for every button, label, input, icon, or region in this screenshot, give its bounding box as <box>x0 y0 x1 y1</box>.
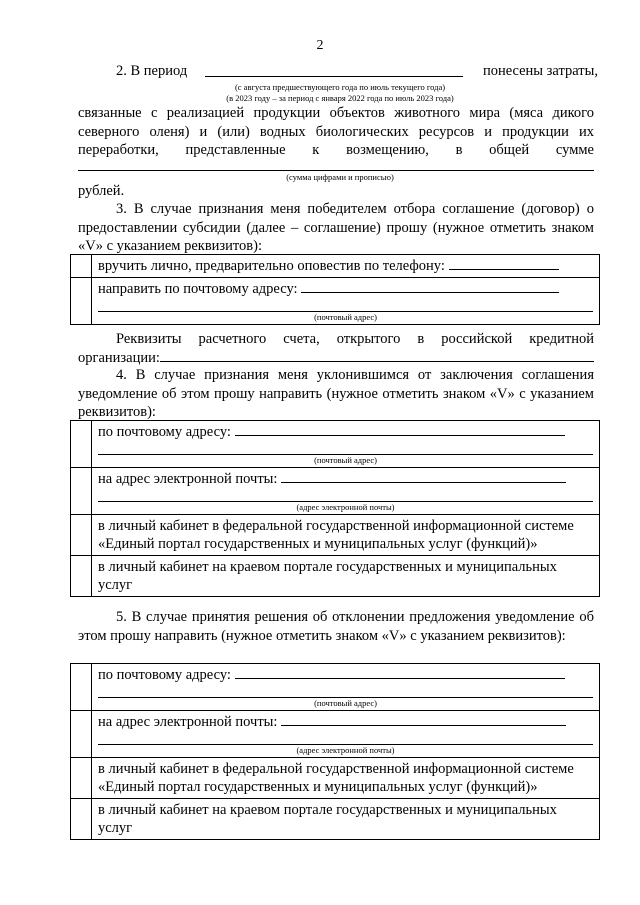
period-hint-1: (с августа предшествующего года по июль текущего года) <box>234 82 446 92</box>
checkbox-cell[interactable] <box>71 711 92 758</box>
section2-body: связанные с реализацией продукции объектов животного мира (мяса дикого северного оленя) и (или) водных биологических ресурсов и продукции их переработки, представленные к возмещению, в общей сумме <box>78 105 594 158</box>
email-hint: (адрес электронной почты) <box>296 745 395 755</box>
section3-text: 3. В случае признания меня победителем отбора соглашение (договор) о предоставлении субсидии (далее – соглашение) прошу (нужное отметить знаком «V» с указанием реквизитов): <box>78 201 594 254</box>
option-cell <box>92 468 600 515</box>
email-field[interactable] <box>281 725 566 726</box>
option-cell <box>92 421 600 468</box>
section5-option-row <box>71 664 600 711</box>
option-cell <box>92 664 600 711</box>
option-regional-portal-label: в личный кабинет на краевом портале государственных и муниципальных услуг <box>92 556 600 597</box>
option-cell <box>92 711 600 758</box>
option-personal-label: вручить лично, предварительно оповестив по телефону: <box>98 258 445 274</box>
email-hint: (адрес электронной почты) <box>296 502 395 512</box>
checkbox-cell[interactable] <box>71 799 92 840</box>
option-epgu-label: в личный кабинет в федеральной государственной информационной системе «Единый портал государственных и муниципальных услуг (функций)» <box>92 758 600 799</box>
section4-text: 4. В случае признания меня уклонившимся от заключения соглашения уведомление об этом прошу направить (нужное отметить знаком «V» с указанием реквизитов): <box>78 367 594 420</box>
period-field[interactable] <box>205 76 463 77</box>
postal-hint: (почтовый адрес) <box>314 698 377 708</box>
email-field-line2[interactable] <box>98 731 593 745</box>
option-email-label: на адрес электронной почты: <box>98 471 278 487</box>
option-regional-portal-label: в личный кабинет на краевом портале государственных и муниципальных услуг <box>92 799 600 840</box>
checkbox-cell[interactable] <box>71 515 92 556</box>
phone-field[interactable] <box>449 269 559 270</box>
bank-text: Реквизиты расчетного счета, открытого в российской кредитной организации: <box>78 331 594 366</box>
option-postal-label: направить по почтовому адресу: <box>98 281 298 297</box>
option-cell <box>92 278 600 325</box>
rubles-label: рублей. <box>78 183 125 199</box>
section4-option-row <box>71 515 600 556</box>
postal-hint: (почтовый адрес) <box>314 455 377 465</box>
sum-hint: (сумма цифрами и прописью) <box>286 172 394 182</box>
section3-option-row <box>71 255 600 278</box>
checkbox-cell[interactable] <box>71 255 92 278</box>
section2-lead: 2. В период <box>116 63 188 79</box>
sum-field[interactable] <box>78 170 594 171</box>
option-email-label: на адрес электронной почты: <box>98 714 278 730</box>
option-cell <box>92 255 600 278</box>
postal-field[interactable] <box>235 435 565 436</box>
postal-field[interactable] <box>235 678 565 679</box>
option-postal-label: по почтовому адресу: <box>98 667 231 683</box>
checkbox-cell[interactable] <box>71 278 92 325</box>
postal-field[interactable] <box>301 292 559 293</box>
section4-options-table <box>70 420 600 597</box>
section2-tail: понесены затраты, <box>482 63 598 79</box>
email-field[interactable] <box>281 482 566 483</box>
checkbox-cell[interactable] <box>71 664 92 711</box>
postal-hint: (почтовый адрес) <box>314 312 377 322</box>
section5-option-row <box>71 799 600 840</box>
period-hint-2: (в 2023 году – за период с января 2022 года по июль 2023 года) <box>226 93 454 103</box>
postal-field-line2[interactable] <box>98 441 593 455</box>
option-epgu-label: в личный кабинет в федеральной государственной информационной системе «Единый портал государственных и муниципальных услуг (функций)» <box>92 515 600 556</box>
section3-option-row <box>71 278 600 325</box>
section4-option-row <box>71 556 600 597</box>
section4-option-row <box>71 421 600 468</box>
postal-field-line2[interactable] <box>98 684 593 698</box>
section5-option-row <box>71 758 600 799</box>
checkbox-cell[interactable] <box>71 556 92 597</box>
bank-account-field[interactable] <box>160 361 594 362</box>
email-field-line2[interactable] <box>98 488 593 502</box>
checkbox-cell[interactable] <box>71 421 92 468</box>
checkbox-cell[interactable] <box>71 758 92 799</box>
page-number: 2 <box>316 38 324 53</box>
option-postal-label: по почтовому адресу: <box>98 424 231 440</box>
postal-field-line2[interactable] <box>98 298 593 312</box>
section4-option-row <box>71 468 600 515</box>
checkbox-cell[interactable] <box>71 468 92 515</box>
section3-options-table <box>70 254 600 325</box>
section5-text: 5. В случае принятия решения об отклонении предложения уведомление об этом прошу направить (нужное отметить знаком «V» с указанием реквизитов): <box>78 609 594 644</box>
section5-options-table <box>70 663 600 840</box>
section5-option-row <box>71 711 600 758</box>
